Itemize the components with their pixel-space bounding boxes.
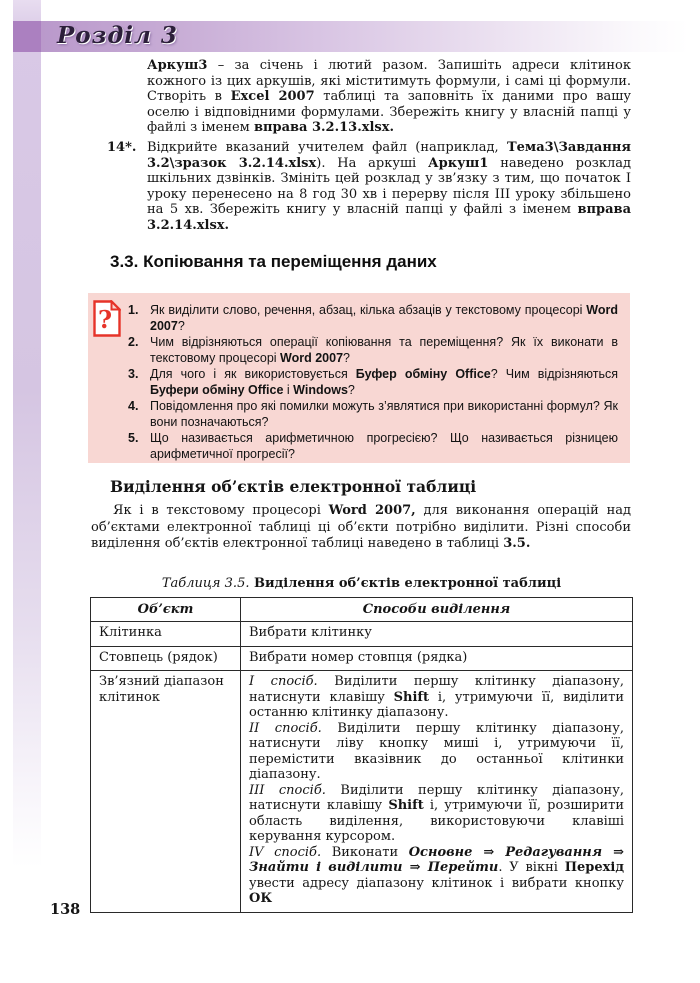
question-text: Що називається арифметичною прогресією? Що називається різницею арифметичної прогресії? <box>150 431 618 461</box>
exercise-14-number: 14*. <box>107 140 137 155</box>
method-text: Вибрати номер стовпця (рядка) <box>249 649 468 665</box>
question-item <box>128 366 618 398</box>
table-header-methods: Способи виділення <box>241 598 633 622</box>
methods-cell <box>241 646 633 671</box>
object-cell: Стовпець (рядок) <box>91 646 241 671</box>
question-item <box>128 334 618 366</box>
question-number: 1. <box>128 303 139 317</box>
method-text: II спосіб. Виділити першу клітинку діапазону, натиснути ліву кнопку миші і, утримуючи її, перемістити вказівник до останньої клітинки діапазону. <box>249 720 625 782</box>
method-text: I спосіб. Виділити першу клітинку діапазону, натиснути клавішу Shift і, утримуючи її, виділити останню клітинку діапазону. <box>249 674 624 720</box>
methods-cell <box>241 622 633 647</box>
chapter-title: Розділ 3 <box>57 22 178 49</box>
left-margin-strip <box>13 0 41 868</box>
question-number: 3. <box>128 367 139 381</box>
object-cell: Клітинка <box>91 622 241 647</box>
method-text: Вибрати клітинку <box>249 625 372 640</box>
question-number: 4. <box>128 399 139 413</box>
question-number: 2. <box>128 335 139 349</box>
table-caption: Таблиця 3.5. Виділення об’єктів електронної таблиці <box>161 576 562 591</box>
table-row <box>91 646 633 671</box>
section-heading: 3.3. Копіювання та переміщення даних <box>110 252 437 271</box>
subsection-paragraph: Як і в текстовому процесорі Word 2007, для виконання операцій над об’єктами електронної таблиці ці об’єкти потрібно виділити. Різні способи виділення об’єктів електронної таблиці наведено в таблиці 3.5. <box>91 503 631 551</box>
question-item <box>128 302 618 334</box>
exercise-13-continuation-text: Аркуш3 – за січень і лютий разом. Запишіть адреси клітинок кожного із цих аркушів, які міститимуть формули, і самі ці формули. Створіть в Excel 2007 таблиці та заповніть їх даними про вашу оселю і відповідними формулами. Збережіть книгу у власній папці у файлі з іменем вправа 3.2.13.xlsx. <box>147 58 631 135</box>
subsection-heading: Виділення об’єктів електронної таблиці <box>110 477 477 496</box>
question-text: Чим відрізняються операції копіювання та переміщення? Як їх виконати в текстовому процесорі Word 2007? <box>150 335 618 365</box>
exercise-14-text: Відкрийте вказаний учителем файл (наприклад, Тема3\Завдання 3.2\зразок 3.2.14.xlsx). На аркуші Аркуш1 наведено розклад шкільних дзвінків. Змініть цей розклад у зв’язку з тим, що початок I уроку перенесено на 8 год 30 хв і перерву після III уроку збільшено на 5 хв. Збережіть книгу у власній папці у файлі з іменем вправа 3.2.14.xlsx. <box>147 140 632 233</box>
question-list <box>128 302 618 462</box>
chapter-header-square <box>13 21 41 52</box>
question-mark-icon <box>93 300 121 341</box>
table-header-row <box>91 598 633 622</box>
method-text: III спосіб. Виділити першу клітинку діапазону, натиснути клавішу Shift і, утримуючи її, розширити область виділення, використовуючи клавіші керування курсором. <box>249 782 624 844</box>
object-cell: Зв’язний діапазон клітинок <box>91 671 241 913</box>
table-row <box>91 622 633 647</box>
question-item <box>128 398 618 430</box>
question-text: Повідомлення про які помилки можуть з’являтися при використанні формул? Як вони позначаються? <box>150 399 618 429</box>
methods-cell <box>241 671 633 913</box>
page-number: 138 <box>50 901 81 918</box>
question-number: 5. <box>128 431 139 445</box>
table-row <box>91 671 633 913</box>
question-text: Для чого і як використовується Буфер обміну Office? Чим відрізняються Буфери обміну Office і Windows? <box>150 367 618 397</box>
question-item <box>128 430 618 462</box>
svg-text:?: ? <box>97 305 113 334</box>
review-questions-box <box>88 293 630 463</box>
question-text: Як виділити слово, речення, абзац, кілька абзаців у текстовому процесорі Word 2007? <box>150 303 618 333</box>
table-header-object: Об’єкт <box>91 598 241 622</box>
method-text: IV спосіб. Виконати Основне ⇒ Редагування ⇒ Знайти і виділити ⇒ Перейти. У вікні Перехід увести адресу діапазону клітинок і вибрати кнопку ОК <box>249 844 624 906</box>
selection-methods-table <box>90 597 633 913</box>
